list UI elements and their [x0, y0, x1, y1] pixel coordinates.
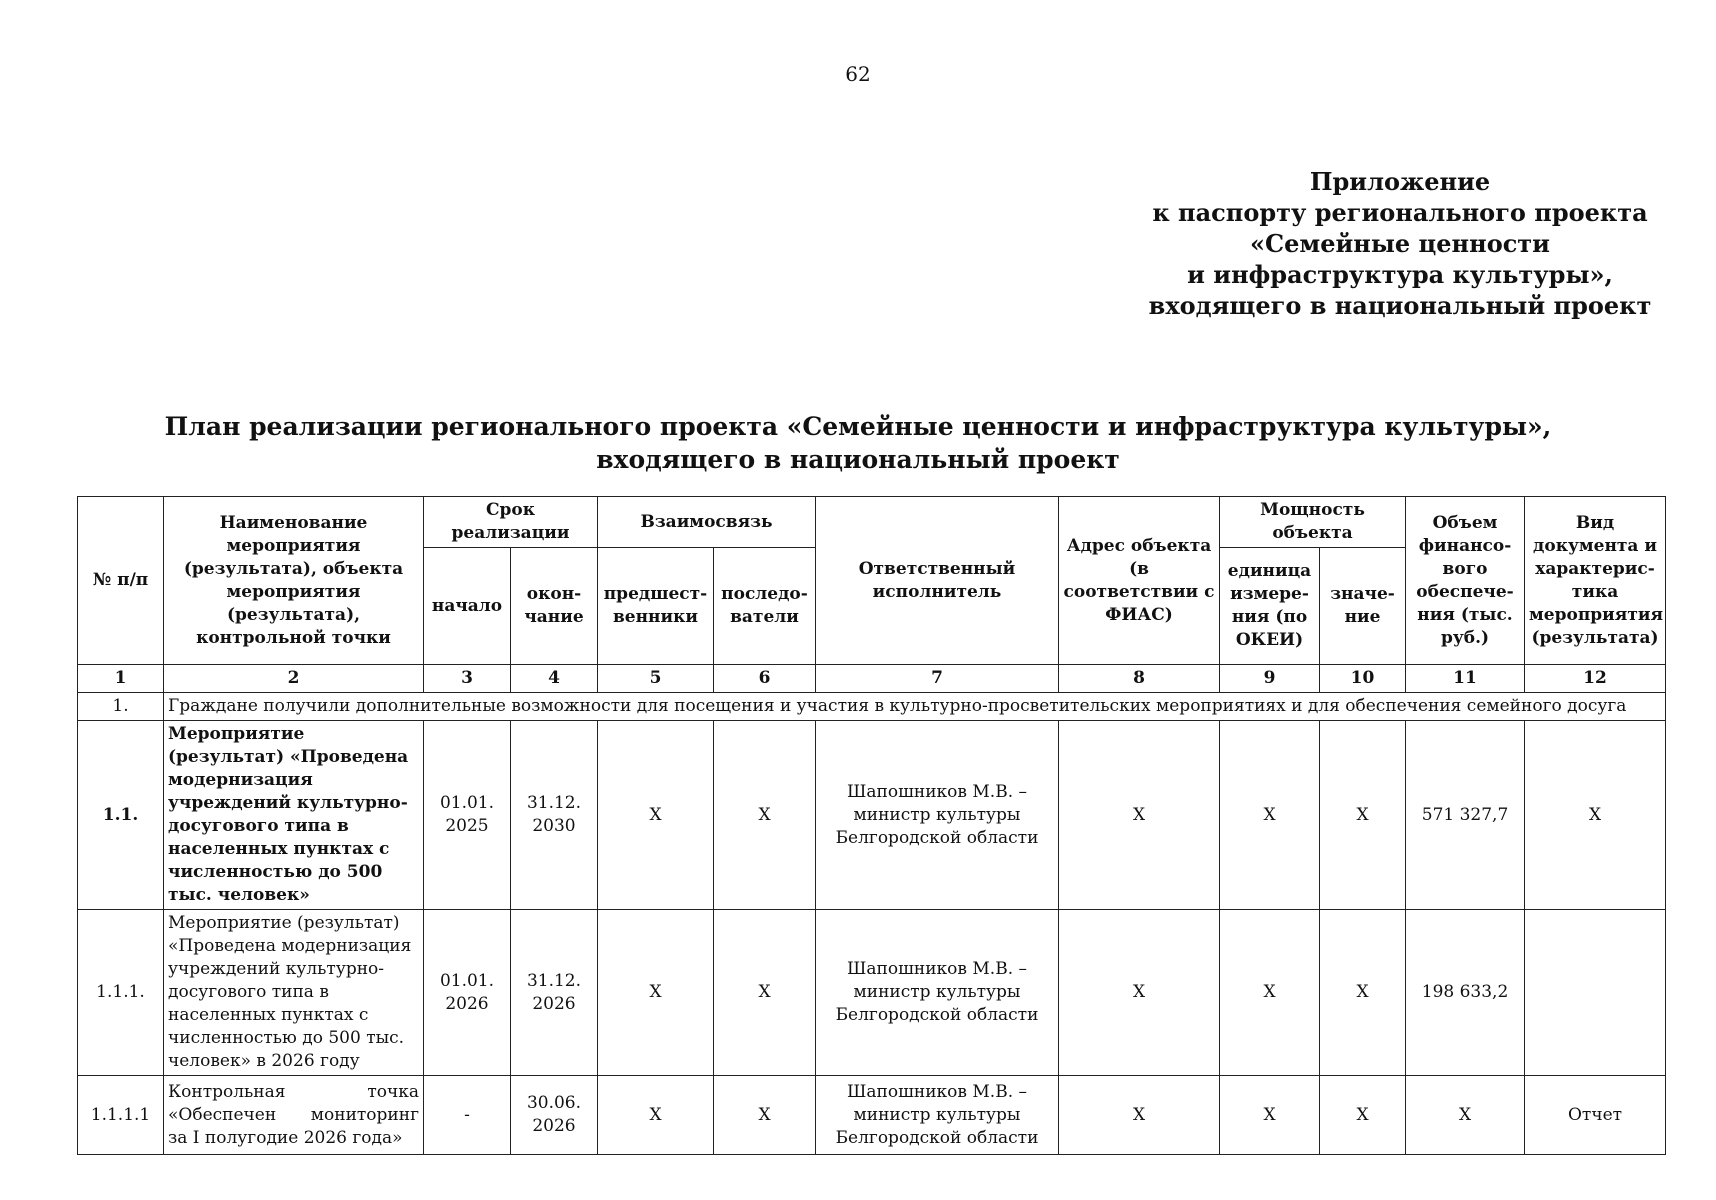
table-row — [78, 1076, 1666, 1155]
column-number: 2 — [164, 665, 424, 693]
row-end: 30.06. 2026 — [511, 1076, 598, 1155]
row-name — [164, 1076, 424, 1155]
row-name-line — [168, 1081, 419, 1104]
plan-title-line: План реализации регионального проекта «Семейные ценности и инфраструктура культуры», — [164, 412, 1552, 441]
column-number: 7 — [816, 665, 1059, 693]
plan-title-line: входящего в национальный проект — [596, 445, 1120, 474]
column-number-row — [78, 665, 1666, 693]
row-name: Мероприятие (результат) «Проведена модернизация учреждений культурно-досугового типа в населенных пунктах с численностью до 500 тыс. человек» — [164, 721, 424, 910]
column-number: 3 — [424, 665, 511, 693]
row-next: Х — [714, 721, 816, 910]
header-capacity-value: значе-ние — [1320, 548, 1406, 665]
row-num: 1.1. — [78, 721, 164, 910]
appendix-line: «Семейные ценности — [1250, 229, 1550, 258]
column-number: 5 — [598, 665, 714, 693]
header-relation-next: последо-ватели — [714, 548, 816, 665]
row-prev: Х — [598, 910, 714, 1076]
row-doc: Отчет — [1525, 1076, 1666, 1155]
row-unit: Х — [1220, 721, 1320, 910]
row-next: Х — [714, 910, 816, 1076]
goal-row — [78, 693, 1666, 721]
row-name-word: точка — [367, 1081, 419, 1102]
table-row — [78, 721, 1666, 910]
row-name-line: за I полугодие 2026 года» — [168, 1127, 403, 1148]
header-name: Наименование мероприятия (результата), объекта мероприятия (результата), контрольной точки — [164, 497, 424, 665]
column-number: 8 — [1059, 665, 1220, 693]
row-name-word: Контрольная — [168, 1081, 286, 1102]
column-number: 9 — [1220, 665, 1320, 693]
row-value: Х — [1320, 1076, 1406, 1155]
header-relation: Взаимосвязь — [598, 497, 816, 548]
plan-title — [0, 410, 1716, 476]
row-doc: Х — [1525, 721, 1666, 910]
row-executor: Шапошников М.В. – министр культуры Белгородской области — [816, 1076, 1059, 1155]
row-start: 01.01. 2026 — [424, 910, 511, 1076]
goal-num: 1. — [78, 693, 164, 721]
row-num: 1.1.1. — [78, 910, 164, 1076]
header-address: Адрес объекта (в соответствии с ФИАС) — [1059, 497, 1220, 665]
table-row — [78, 910, 1666, 1076]
header-num: № п/п — [78, 497, 164, 665]
row-name-word: мониторинг — [310, 1104, 419, 1125]
row-address: Х — [1059, 910, 1220, 1076]
header-period-start: начало — [424, 548, 511, 665]
row-value: Х — [1320, 721, 1406, 910]
row-prev: Х — [598, 1076, 714, 1155]
header-period: Срок реализации — [424, 497, 598, 548]
column-number: 11 — [1406, 665, 1525, 693]
row-finance: Х — [1406, 1076, 1525, 1155]
row-finance: 198 633,2 — [1406, 910, 1525, 1076]
row-end: 31.12. 2026 — [511, 910, 598, 1076]
row-name: Мероприятие (результат) «Проведена модернизация учреждений культурно-досугового типа в населенных пунктах с численностью до 500 тыс. человек» в 2026 году — [164, 910, 424, 1076]
header-period-end: окон-чание — [511, 548, 598, 665]
row-executor: Шапошников М.В. – министр культуры Белгородской области — [816, 910, 1059, 1076]
goal-text: Граждане получили дополнительные возможности для посещения и участия в культурно-просветительских мероприятиях и для обеспечения семейного досуга — [164, 693, 1666, 721]
header-executor: Ответственный исполнитель — [816, 497, 1059, 665]
row-start: - — [424, 1076, 511, 1155]
appendix-heading — [1120, 166, 1680, 321]
row-next: Х — [714, 1076, 816, 1155]
column-number: 4 — [511, 665, 598, 693]
row-value: Х — [1320, 910, 1406, 1076]
row-name-word: «Обеспечен — [168, 1104, 277, 1125]
row-unit: Х — [1220, 910, 1320, 1076]
row-address: Х — [1059, 1076, 1220, 1155]
row-end: 31.12. 2030 — [511, 721, 598, 910]
column-number: 12 — [1525, 665, 1666, 693]
row-doc — [1525, 910, 1666, 1076]
appendix-line: к паспорту регионального проекта — [1152, 198, 1648, 227]
row-address: Х — [1059, 721, 1220, 910]
plan-table — [77, 496, 1666, 1155]
column-number: 1 — [78, 665, 164, 693]
header-capacity: Мощность объекта — [1220, 497, 1406, 548]
header-capacity-unit: единица измере-ния (по ОКЕИ) — [1220, 548, 1320, 665]
row-finance: 571 327,7 — [1406, 721, 1525, 910]
row-name-line — [168, 1104, 419, 1127]
row-unit: Х — [1220, 1076, 1320, 1155]
column-number: 6 — [714, 665, 816, 693]
row-num: 1.1.1.1 — [78, 1076, 164, 1155]
column-number: 10 — [1320, 665, 1406, 693]
appendix-line: входящего в национальный проект — [1148, 291, 1652, 320]
appendix-line: Приложение — [1309, 167, 1491, 196]
header-finance: Объем финансо-вого обеспече-ния (тыс. руб.) — [1406, 497, 1525, 665]
row-prev: Х — [598, 721, 714, 910]
page-number: 62 — [845, 62, 871, 86]
header-relation-prev: предшест-венники — [598, 548, 714, 665]
row-executor: Шапошников М.В. – министр культуры Белгородской области — [816, 721, 1059, 910]
appendix-line: и инфраструктура культуры», — [1187, 260, 1613, 289]
header-doc: Вид документа и характерис-тика мероприятия (результата) — [1525, 497, 1666, 665]
header-row — [78, 497, 1666, 548]
row-start: 01.01. 2025 — [424, 721, 511, 910]
